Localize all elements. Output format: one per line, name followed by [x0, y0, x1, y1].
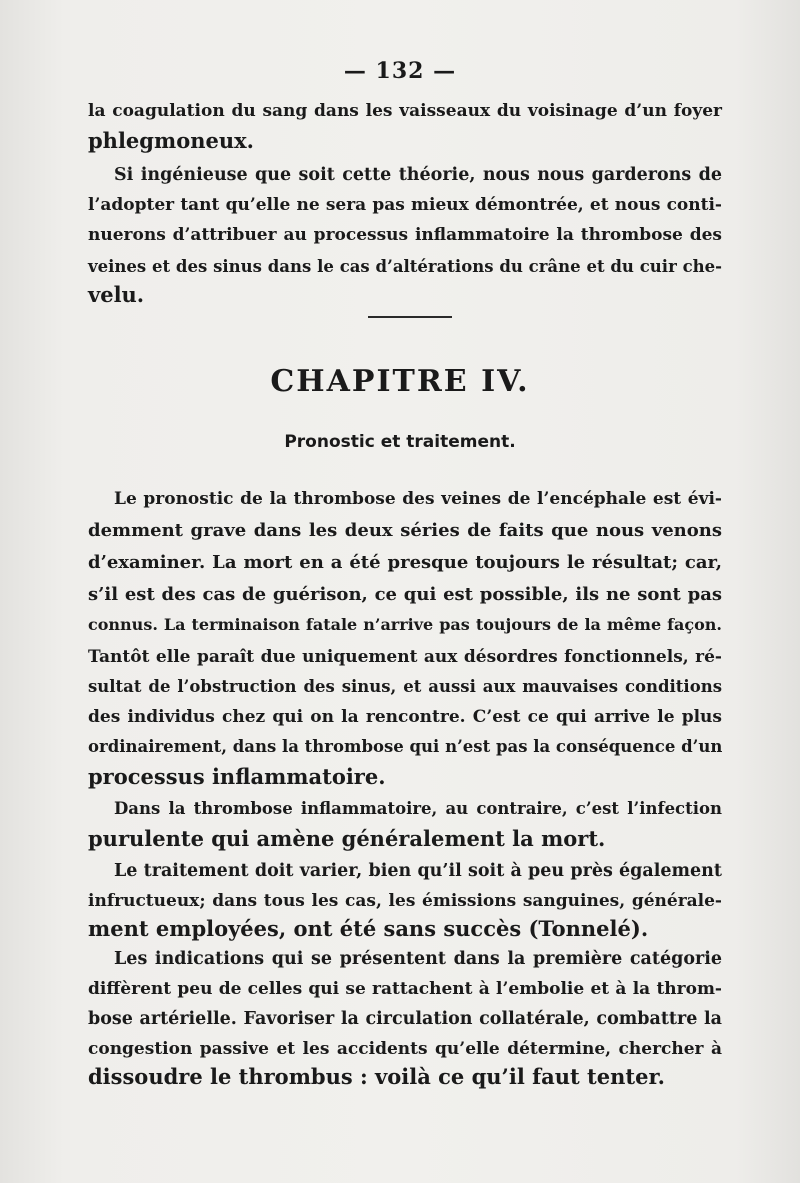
text-line: ment employées, ont été sans succès (Tonnelé). [88, 916, 649, 941]
text-line: Le pronostic de la thrombose des veines de l’encéphale est évi- [114, 489, 722, 509]
text-line: phlegmoneux. [88, 128, 254, 153]
text-line: la coagulation du sang dans les vaisseaux du voisinage d’un foyer [88, 101, 722, 121]
text-line: Si ingénieuse que soit cette théorie, nous nous garderons de [114, 165, 722, 185]
text-line: infructueux; dans tous les cas, les émissions sanguines, générale- [88, 891, 722, 911]
text-line: velu. [88, 282, 145, 307]
text-line: sultat de l’obstruction des sinus, et aussi aux mauvaises conditions [88, 677, 722, 696]
text-line: congestion passive et les accidents qu’elle détermine, chercher à [88, 1039, 722, 1059]
text-line: Tantôt elle paraît due uniquement aux désordres fonctionnels, ré- [88, 647, 722, 667]
text-line: Les indications qui se présentent dans la première catégorie [114, 949, 722, 969]
text-line: des individus chez qui on la rencontre. C’est ce qui arrive le plus [88, 707, 722, 727]
chapter-title: CHAPITRE IV. [270, 364, 530, 399]
text-line: dissoudre le thrombus : voilà ce qu’il faut tenter. [88, 1064, 665, 1089]
text-line: connus. La terminaison fatale n’arrive pas toujours de la même façon. [88, 615, 722, 634]
text-line: Dans la thrombose inflammatoire, au contraire, c’est l’infection [114, 799, 722, 818]
text-line: bose artérielle. Favoriser la circulation collatérale, combattre la [88, 1009, 722, 1029]
text-line: ordinairement, dans la thrombose qui n’est pas la conséquence d’un [88, 737, 723, 756]
text-line: purulente qui amène généralement la mort. [88, 826, 606, 851]
text-line: Le traitement doit varier, bien qu’il soit à peu près également [114, 861, 722, 881]
text-line: diffèrent peu de celles qui se rattachent à l’embolie et à la throm- [88, 979, 722, 999]
page-number: — 132 — [343, 58, 457, 84]
section-divider [368, 316, 452, 318]
text-line: d’examiner. La mort en a été presque toujours le résultat; car, [88, 552, 722, 573]
text-line: l’adopter tant qu’elle ne sera pas mieux démontrée, et nous conti- [88, 195, 722, 215]
text-line: processus inflammatoire. [88, 764, 386, 789]
text-line: s’il est des cas de guérison, ce qui est possible, ils ne sont pas [88, 584, 722, 605]
text-line: veines et des sinus dans le cas d’altérations du crâne et du cuir che- [88, 257, 722, 276]
section-title: Pronostic et traitement. [284, 432, 516, 452]
text-line: demment grave dans les deux séries de faits que nous venons [88, 520, 722, 541]
text-line: nuerons d’attribuer au processus inflammatoire la thrombose des [88, 225, 722, 245]
